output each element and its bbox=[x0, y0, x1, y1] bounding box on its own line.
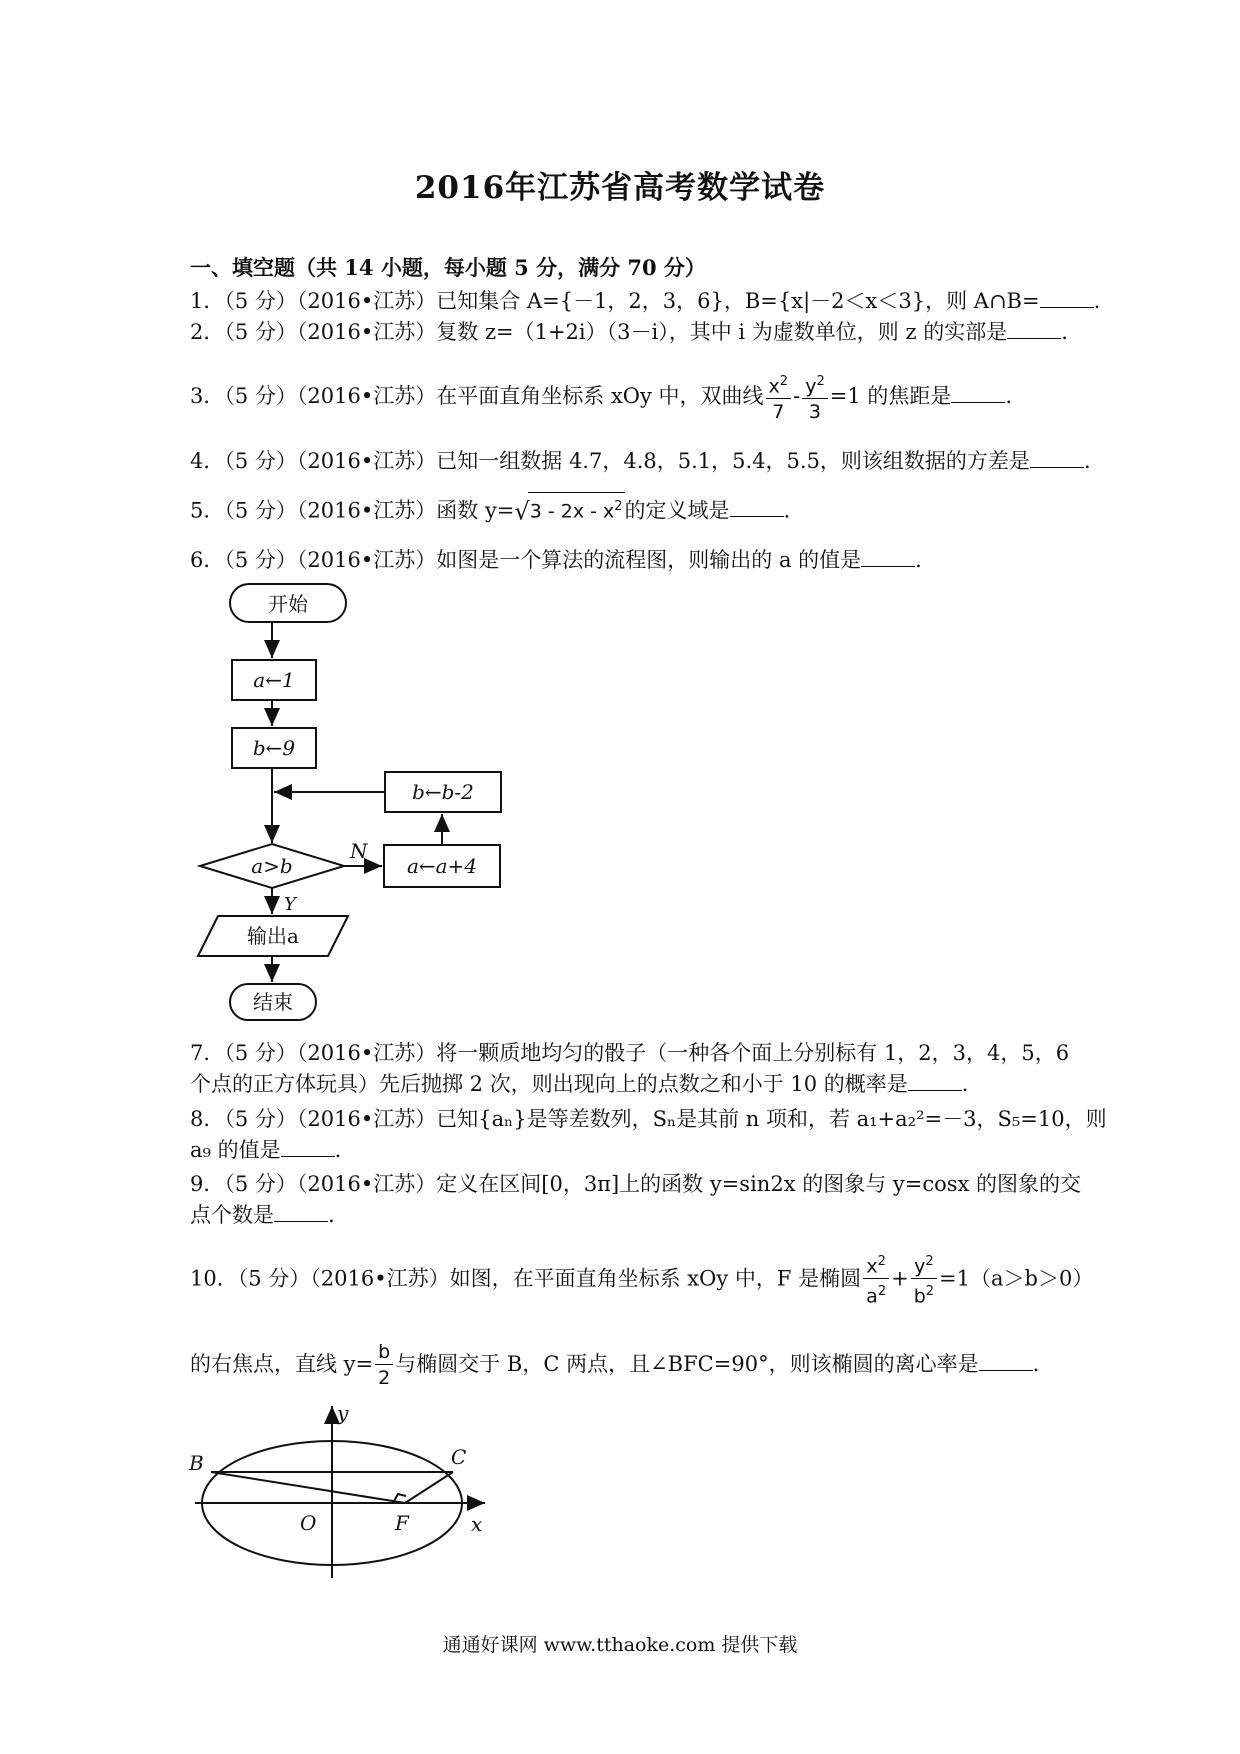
update-b-label: b←b-2 bbox=[412, 780, 474, 804]
question-8-line-1: 8．（5 分）（2016•江苏）已知{aₙ}是等差数列，Sₙ是其前 n 项和，若 a₁+a₂²=－3，S₅=10，则 bbox=[190, 1107, 1107, 1131]
point-O-label: O bbox=[300, 1511, 317, 1535]
radicand: $3 - 2x - x^2$ bbox=[528, 492, 625, 525]
question-4: 4．（5 分）（2016•江苏）已知一组数据 4.7，4.8，5.1，5.4，5.5，则该组数据的方差是 . bbox=[190, 449, 1091, 473]
yes-label: Y bbox=[284, 894, 296, 915]
section-heading: 一、填空题（共 14 小题，每小题 5 分，满分 70 分） bbox=[190, 255, 706, 280]
question-6: 6．（5 分）（2016•江苏）如图是一个算法的流程图，则输出的 a 的值是 . bbox=[190, 548, 922, 572]
question-10-line-2: 的右焦点，直线 y= $\frac{b}{2}$ 与椭圆交于 B，C 两点，且∠BFC=90°，则该椭圆的离心率是 . bbox=[190, 1341, 1040, 1389]
answer-blank bbox=[908, 1074, 962, 1091]
x-axis-label: x bbox=[471, 1512, 483, 1536]
footer: 通通好课网 www.tthaoke.com 提供下载 bbox=[442, 1634, 798, 1656]
right-angle-mark bbox=[394, 1494, 406, 1501]
question-9-line-2: 点个数是 . bbox=[190, 1203, 335, 1227]
step2-label: b←9 bbox=[252, 736, 296, 760]
ellipse-figure bbox=[185, 1400, 495, 1580]
question-1: 1．（5 分）（2016•江苏）已知集合 A={－1，2，3，6}，B={x|－2＜x＜3}，则 A∩B= . bbox=[190, 289, 1101, 313]
line-BF bbox=[211, 1472, 405, 1503]
line-CF bbox=[405, 1472, 453, 1503]
question-3: 3．（5 分）（2016•江苏）在平面直角坐标系 xOy 中，双曲线 $\frac{x^2}{7}$ - $\frac{y^2}{3}$ =1 的焦距是 . bbox=[190, 370, 1012, 425]
output-label: 输出a bbox=[247, 924, 299, 948]
answer-blank bbox=[1040, 291, 1094, 308]
step1-label: a←1 bbox=[253, 668, 295, 692]
condition-label: a>b bbox=[251, 854, 293, 878]
end-label: 结束 bbox=[253, 990, 293, 1014]
point-F-label: F bbox=[395, 1511, 409, 1535]
fraction-b-over-2: $\frac{b}{2}$ bbox=[375, 1340, 393, 1391]
fraction-y2-over-b2: $\frac{y^2}{b^2}$ bbox=[911, 1250, 937, 1310]
question-7-line-2: 个点的正方体玩具）先后抛掷 2 次，则出现向上的点数之和小于 10 的概率是 . bbox=[190, 1072, 969, 1096]
question-8-line-2: a₉ 的值是 . bbox=[190, 1138, 342, 1162]
fraction-y2-over-3: $\frac{y^2}{3}$ bbox=[802, 370, 828, 425]
answer-blank bbox=[1030, 451, 1084, 468]
radical-sign: √ bbox=[514, 497, 530, 526]
question-10-line-1: 10．（5 分）（2016•江苏）如图，在平面直角坐标系 xOy 中，F 是椭圆 $\frac{x^2}{a^2}$ + $\frac{y^2}{b^2}$ =1（a＞b＞0） bbox=[190, 1250, 1093, 1310]
answer-blank bbox=[274, 1205, 328, 1222]
answer-blank bbox=[281, 1140, 335, 1157]
point-C-label: C bbox=[451, 1445, 467, 1469]
question-7-line-1: 7．（5 分）（2016•江苏）将一颗质地均匀的骰子（一种各个面上分别标有 1，2，3，4，5，6 bbox=[190, 1041, 1070, 1065]
question-5: 5．（5 分）（2016•江苏）函数 $y=√3 - 2x - x^2$的定义域是 . bbox=[190, 492, 790, 525]
answer-blank bbox=[861, 550, 915, 567]
fraction-x2-over-a2: $\frac{x^2}{a^2}$ bbox=[863, 1250, 889, 1310]
flowchart bbox=[180, 580, 520, 1030]
question-2: 2．（5 分）（2016•江苏）复数 z=（1+2i）（3－i），其中 i 为虚数单位，则 z 的实部是 . bbox=[190, 320, 1068, 344]
question-9-line-1: 9．（5 分）（2016•江苏）定义在区间[0，3π]上的函数 y=sin2x 的图象与 y=cosx 的图象的交 bbox=[190, 1172, 1082, 1196]
point-B-label: B bbox=[189, 1451, 204, 1475]
no-label: N bbox=[350, 839, 368, 863]
update-a-label: a←a+4 bbox=[406, 854, 478, 878]
start-label: 开始 bbox=[268, 592, 308, 616]
y-axis-label: y bbox=[337, 1401, 349, 1425]
fraction-x2-over-7: $\frac{x^2}{7}$ bbox=[766, 370, 792, 425]
answer-blank bbox=[951, 386, 1005, 403]
page-title: 2016年江苏省高考数学试卷 bbox=[414, 170, 826, 206]
answer-blank bbox=[979, 1354, 1033, 1371]
answer-blank bbox=[1007, 322, 1061, 339]
answer-blank bbox=[730, 500, 784, 517]
